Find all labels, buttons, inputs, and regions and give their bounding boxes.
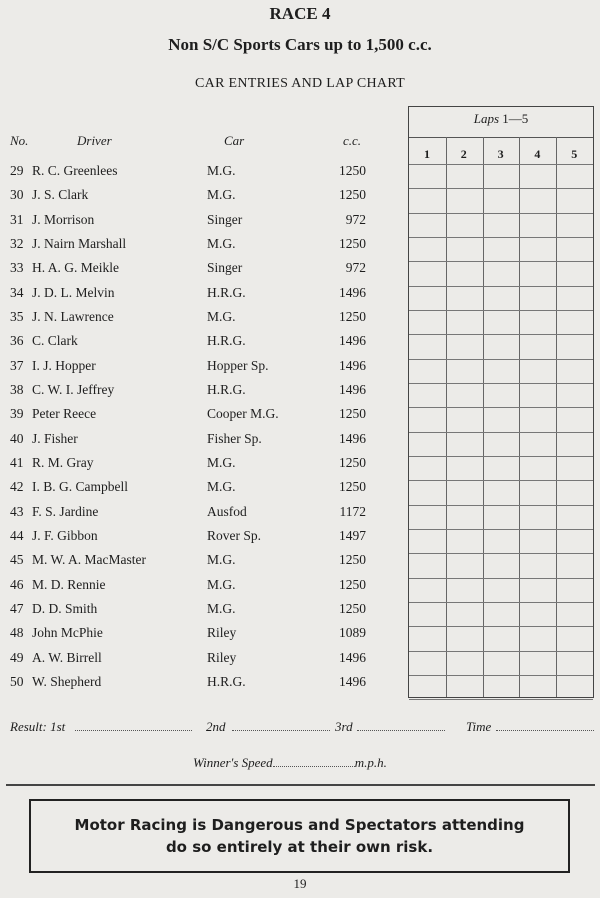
entry-cc: 1172 <box>339 503 366 519</box>
entry-cc: 1250 <box>339 600 366 616</box>
entry-no: 45 <box>10 552 24 568</box>
lap-row-line <box>409 651 593 652</box>
entry-car: M.G. <box>207 454 236 470</box>
speed-unit: m.p.h. <box>354 755 387 770</box>
entry-no: 48 <box>10 625 24 641</box>
entry-driver: Peter Reece <box>32 406 97 422</box>
entry-car: Hopper Sp. <box>207 357 269 373</box>
entry-driver: I. B. G. Campbell <box>32 479 128 495</box>
entry-cc: 1250 <box>339 163 366 178</box>
entry-driver: J. Fisher <box>32 430 78 446</box>
entry-row <box>0 163 400 187</box>
entry-car: Ausfod <box>207 503 247 519</box>
entry-row <box>0 455 400 479</box>
lap-number: 1 <box>424 147 430 161</box>
entry-row <box>0 552 400 576</box>
entry-cc: 1496 <box>339 284 366 300</box>
race-subtitle: Non S/C Sports Cars up to 1,500 c.c. <box>168 35 432 54</box>
entry-no: 42 <box>10 479 24 495</box>
winners-speed <box>193 755 387 771</box>
entry-cc: 1250 <box>339 552 366 568</box>
first-label: 1st <box>50 719 66 734</box>
second-label: 2nd <box>206 719 226 734</box>
entry-driver: J. Nairn Marshall <box>32 235 127 251</box>
entry-no: 31 <box>10 211 24 227</box>
entry-driver: C. Clark <box>32 333 78 349</box>
entry-cc: 1250 <box>339 187 366 203</box>
lap-chart-title <box>409 107 593 138</box>
entry-cc: 1250 <box>339 454 366 470</box>
page-number: 19 <box>293 876 307 891</box>
laps-range: 1—5 <box>502 111 529 126</box>
entry-row <box>0 601 400 625</box>
race-title: RACE 4 <box>269 4 331 23</box>
entry-no: 29 <box>10 163 24 178</box>
speed-label: Winner's Speed <box>193 755 273 770</box>
entry-no: 35 <box>10 308 24 324</box>
lap-row-line <box>409 675 593 676</box>
entry-row <box>0 650 400 674</box>
lap-column-divider <box>519 137 520 697</box>
entry-car: Fisher Sp. <box>207 430 262 446</box>
entry-no: 46 <box>10 576 24 592</box>
entry-driver: John McPhie <box>32 625 103 641</box>
lap-row-line <box>409 699 593 700</box>
entry-driver: F. S. Jardine <box>32 503 99 519</box>
entry-row <box>0 187 400 211</box>
entry-driver: R. M. Gray <box>32 454 94 470</box>
lap-row-line <box>409 334 593 335</box>
entry-car: M.G. <box>207 235 236 251</box>
entry-cc: 1496 <box>339 381 366 397</box>
lap-row-line <box>409 602 593 603</box>
lap-row-line <box>409 213 593 214</box>
entry-cc: 1496 <box>339 333 366 349</box>
third-field[interactable] <box>357 719 445 735</box>
divider <box>6 784 595 786</box>
entry-cc: 1497 <box>339 527 366 543</box>
entry-car: M.G. <box>207 576 236 592</box>
result-label <box>10 719 65 735</box>
entry-cc: 1089 <box>339 625 366 641</box>
entry-car: M.G. <box>207 600 236 616</box>
entry-cc: 1496 <box>339 649 366 665</box>
entry-row <box>0 382 400 406</box>
entry-row <box>0 309 400 333</box>
entry-car: Cooper M.G. <box>207 406 279 422</box>
entry-row <box>0 212 400 236</box>
entry-no: 41 <box>10 454 24 470</box>
entry-driver: H. A. G. Meikle <box>32 260 119 276</box>
entry-car: Riley <box>207 625 237 641</box>
lap-row-line <box>409 432 593 433</box>
lap-number: 2 <box>460 147 467 161</box>
lap-row-line <box>409 310 593 311</box>
entry-row <box>0 674 400 698</box>
entry-car: Singer <box>207 211 243 227</box>
lap-row-line <box>409 553 593 554</box>
entry-cc: 1250 <box>339 406 366 422</box>
entry-driver: R. C. Greenlees <box>32 163 118 178</box>
entry-car: M.G. <box>207 187 236 203</box>
warning-line-1: Motor Racing is Dangerous and Spectators attending <box>74 816 525 834</box>
entry-car: M.G. <box>207 479 236 495</box>
header-car: Car <box>224 133 245 148</box>
lap-row-line <box>409 626 593 627</box>
lap-row-line <box>409 383 593 384</box>
entry-car: M.G. <box>207 552 236 568</box>
second-field[interactable] <box>232 719 330 735</box>
lap-row-line <box>409 407 593 408</box>
warning-line-2: do so entirely at their own risk. <box>165 838 434 856</box>
result-label-text: Result: <box>10 719 47 734</box>
entry-driver: J. N. Lawrence <box>32 308 114 324</box>
third-label: 3rd <box>335 719 353 734</box>
entry-driver: J. F. Gibbon <box>32 527 98 543</box>
entry-cc: 1496 <box>339 673 366 689</box>
entry-cc: 1496 <box>339 357 366 373</box>
speed-field[interactable] <box>273 755 355 767</box>
entry-cc: 972 <box>345 260 366 276</box>
entry-row <box>0 504 400 528</box>
entry-row <box>0 431 400 455</box>
lap-row-line <box>409 578 593 579</box>
entry-row <box>0 406 400 430</box>
lap-row-line <box>409 529 593 530</box>
entry-no: 34 <box>10 284 24 300</box>
entry-no: 30 <box>10 187 24 203</box>
section-heading: CAR ENTRIES AND LAP CHART <box>195 76 405 91</box>
lap-row-line <box>409 286 593 287</box>
lap-number: 5 <box>571 147 578 161</box>
entry-driver: C. W. I. Jeffrey <box>32 381 115 397</box>
entry-no: 37 <box>10 357 24 373</box>
entry-cc: 1250 <box>339 235 366 251</box>
lap-column-divider <box>556 137 557 697</box>
entry-driver: W. Shepherd <box>32 673 102 689</box>
entry-driver: A. W. Birrell <box>32 649 102 665</box>
entry-no: 32 <box>10 235 24 251</box>
lap-row-line <box>409 261 593 262</box>
laps-label: Laps <box>473 111 500 126</box>
lap-column-divider <box>446 137 447 697</box>
header-cc: c.c. <box>343 133 362 148</box>
entry-car: M.G. <box>207 163 236 178</box>
entry-no: 38 <box>10 381 24 397</box>
entry-row <box>0 479 400 503</box>
entry-no: 43 <box>10 503 24 519</box>
lap-row-line <box>409 480 593 481</box>
lap-row-line <box>409 188 593 189</box>
lap-row-line <box>409 164 593 165</box>
lap-chart <box>408 106 594 698</box>
warning-box <box>29 799 570 873</box>
entry-row <box>0 260 400 284</box>
lap-column-divider <box>483 137 484 697</box>
entry-row <box>0 577 400 601</box>
entry-row <box>0 236 400 260</box>
lap-row-line <box>409 505 593 506</box>
entry-car: H.R.G. <box>207 333 246 349</box>
entry-no: 49 <box>10 649 24 665</box>
entry-car: Rover Sp. <box>207 527 261 543</box>
entry-cc: 1250 <box>339 576 366 592</box>
entry-car: H.R.G. <box>207 673 246 689</box>
entry-driver: M. D. Rennie <box>32 576 106 592</box>
entry-row <box>0 528 400 552</box>
entry-driver: M. W. A. MacMaster <box>32 552 146 568</box>
entry-no: 33 <box>10 260 24 276</box>
first-field[interactable] <box>75 719 192 735</box>
entry-driver: I. J. Hopper <box>32 357 96 373</box>
entry-row <box>0 285 400 309</box>
entry-car: Singer <box>207 260 243 276</box>
entry-cc: 972 <box>345 211 366 227</box>
entry-car: M.G. <box>207 308 236 324</box>
lap-row-line <box>409 237 593 238</box>
entry-row <box>0 333 400 357</box>
entry-no: 47 <box>10 600 24 616</box>
entry-driver: J. S. Clark <box>32 187 89 203</box>
entry-row <box>0 625 400 649</box>
time-field[interactable] <box>496 719 594 735</box>
lap-number: 4 <box>534 147 541 161</box>
entry-driver: J. D. L. Melvin <box>32 284 115 300</box>
entry-no: 50 <box>10 673 24 689</box>
entry-driver: D. D. Smith <box>32 600 98 616</box>
entry-no: 39 <box>10 406 24 422</box>
lap-number: 3 <box>497 147 504 161</box>
entry-driver: J. Morrison <box>32 211 95 227</box>
header-no: No. <box>10 133 29 148</box>
lap-row-line <box>409 456 593 457</box>
lap-row-line <box>409 359 593 360</box>
entry-cc: 1250 <box>339 308 366 324</box>
entry-no: 40 <box>10 430 24 446</box>
entry-no: 44 <box>10 527 24 543</box>
entry-cc: 1250 <box>339 479 366 495</box>
time-label: Time <box>466 719 492 734</box>
entry-car: H.R.G. <box>207 381 246 397</box>
entry-row <box>0 358 400 382</box>
header-driver: Driver <box>77 133 112 148</box>
entry-car: Riley <box>207 649 237 665</box>
entry-car: H.R.G. <box>207 284 246 300</box>
entry-no: 36 <box>10 333 24 349</box>
entry-cc: 1496 <box>339 430 366 446</box>
